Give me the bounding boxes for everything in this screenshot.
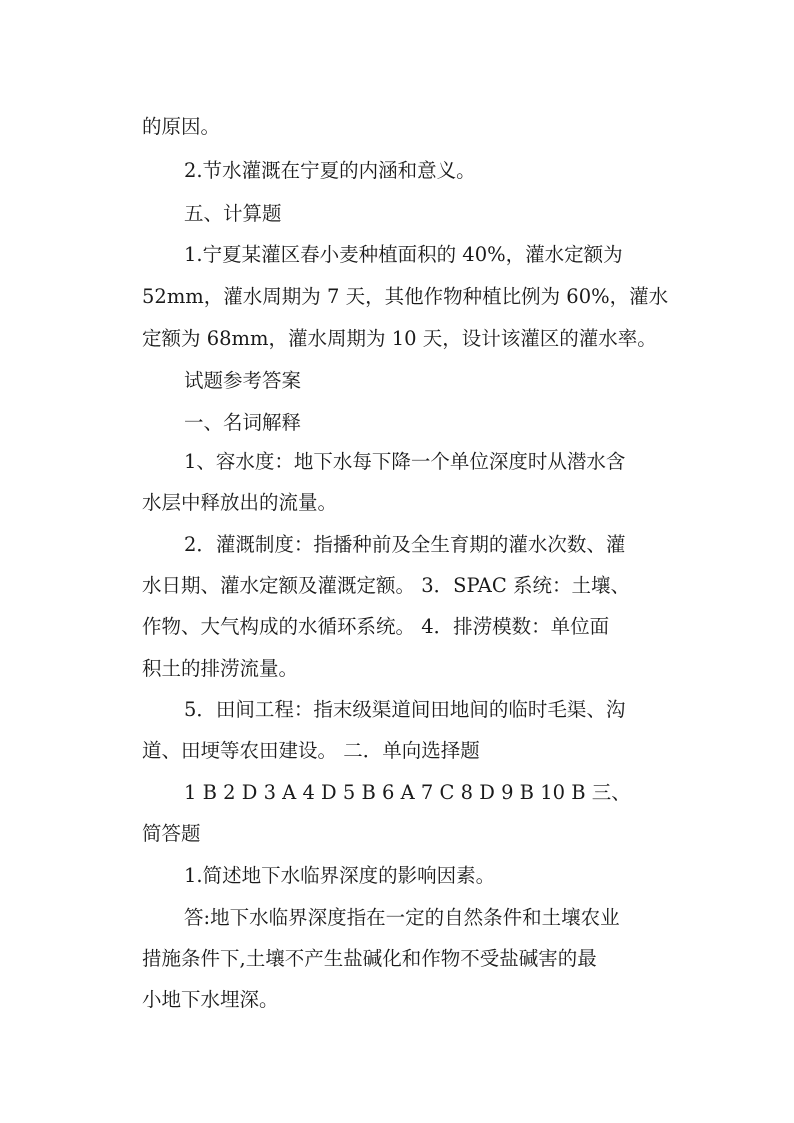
- text-line: 小地下水埋深。: [142, 988, 279, 1011]
- section-heading: 试题参考答案: [184, 369, 302, 392]
- section-heading: 一、名词解释: [184, 411, 302, 434]
- text-line: 作物、大气构成的水循环系统。 4．排涝模数：单位面: [142, 615, 610, 638]
- text-line: 水层中释放出的流量。: [142, 491, 338, 514]
- text-line: 措施条件下,土壤不产生盐碱化和作物不受盐碱害的最: [142, 947, 597, 970]
- text-line: 2.节水灌溉在宁夏的内涵和意义。: [184, 159, 476, 182]
- text-line: 答:地下水临界深度指在一定的自然条件和土壤农业: [184, 906, 620, 929]
- text-line: 1、容水度：地下水每下降一个单位深度时从潜水含: [184, 450, 626, 473]
- text-line: 1.简述地下水临界深度的影响因素。: [184, 864, 496, 887]
- text-line: 积土的排涝流量。: [142, 657, 299, 680]
- text-line: 2．灌溉制度：指播种前及全生育期的灌水次数、灌: [184, 533, 626, 556]
- text-line: 52mm，灌水周期为 7 天，其他作物种植比例为 60%，灌水: [142, 285, 669, 308]
- section-heading: 五、计算题: [184, 202, 282, 225]
- answer-key-line: 1 B 2 D 3 A 4 D 5 B 6 A 7 C 8 D 9 B 10 B 三、: [184, 781, 631, 804]
- text-line: 5．田间工程：指末级渠道间田地间的临时毛渠、沟: [184, 698, 626, 721]
- text-line: 水日期、灌水定额及灌溉定额。 3．SPAC 系统：土壤、: [142, 574, 630, 597]
- section-heading: 简答题: [142, 822, 201, 845]
- text-line: 道、田埂等农田建设。 二．单向选择题: [142, 739, 480, 762]
- text-line: 定额为 68mm，灌水周期为 10 天，设计该灌区的灌水率。: [142, 327, 657, 350]
- text-line: 1.宁夏某灌区春小麦种植面积的 40%，灌水定额为: [184, 243, 623, 266]
- text-line: 的原因。: [142, 115, 221, 138]
